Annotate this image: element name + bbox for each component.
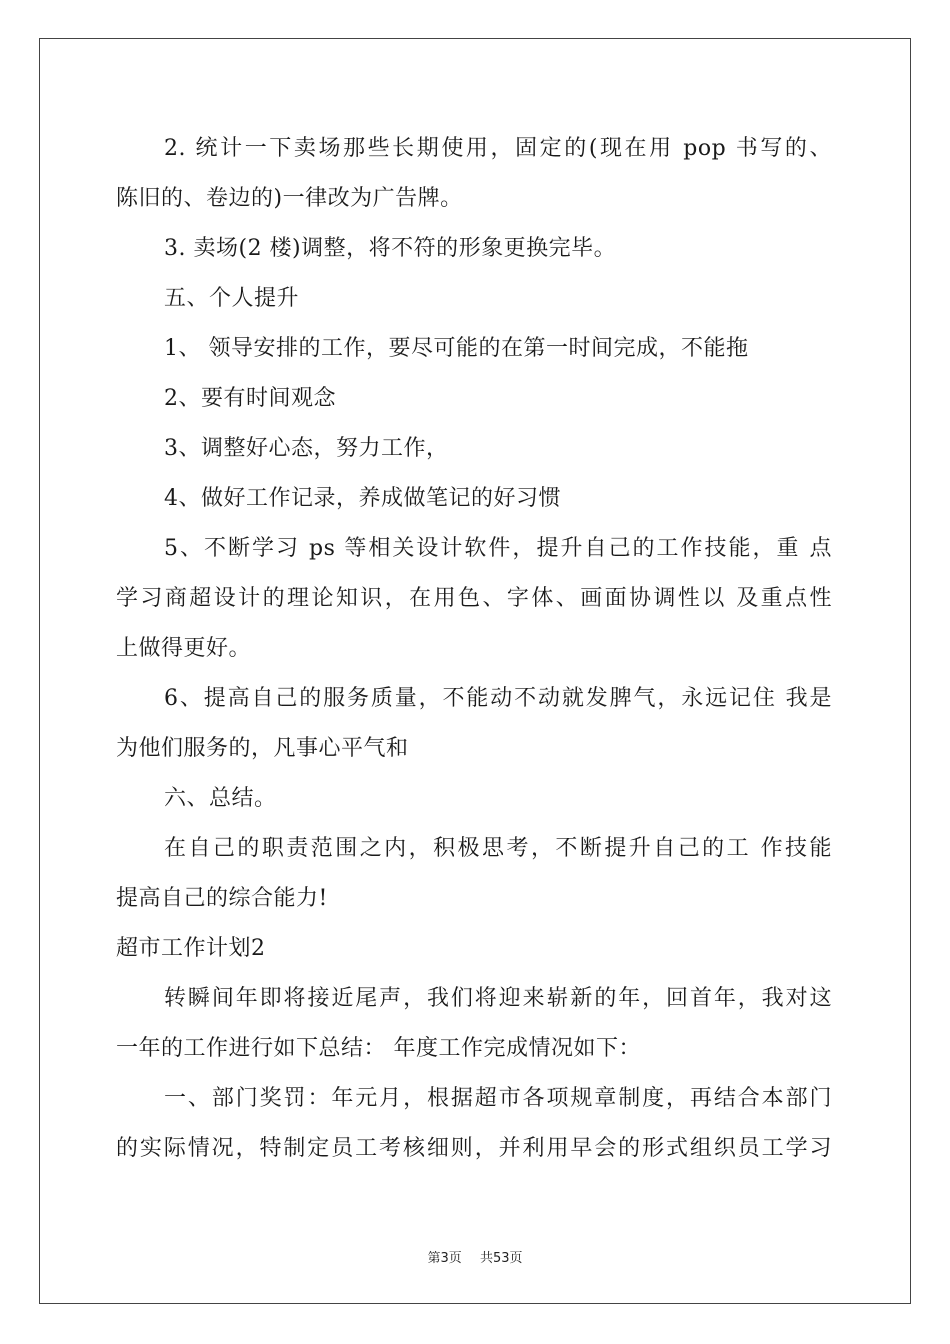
- section-heading: 六、总结。: [164, 786, 277, 811]
- paragraph-line: 上做得更好。: [116, 636, 252, 661]
- paragraph-line: 为他们服务的，凡事心平气和: [116, 736, 409, 761]
- list-item: 4、做好工作记录，养成做笔记的好习惯: [164, 486, 561, 511]
- paragraph-line: 提高自己的综合能力!: [116, 886, 328, 911]
- page-total: 共53页: [479, 1251, 523, 1266]
- paragraph-line: 一年的工作进行如下总结： 年度工作完成情况如下：: [116, 1036, 641, 1061]
- paragraph-line: 2. 统计一下卖场那些长期使用，固定的(现在用 pop 书写的、: [164, 136, 832, 161]
- page-number: 第3页: [427, 1251, 462, 1266]
- paragraph-line: 一、部门奖罚：年元月，根据超市各项规章制度，再结合本部门: [164, 1086, 832, 1111]
- paragraph-line: 陈旧的、卷边的)一律改为广告牌。: [116, 186, 463, 211]
- list-item: 6、提高自己的服务质量，不能动不动就发脾气，永远记住 我是: [164, 686, 832, 711]
- document-subtitle: 超市工作计划2: [116, 936, 266, 961]
- list-item: 5、不断学习 ps 等相关设计软件，提升自己的工作技能，重 点: [164, 536, 832, 561]
- paragraph-line: 转瞬间年即将接近尾声，我们将迎来崭新的年，回首年，我对这: [164, 986, 832, 1011]
- paragraph-line: 在自己的职责范围之内，积极思考，不断提升自己的工 作技能: [164, 836, 832, 861]
- paragraph-line: 的实际情况，特制定员工考核细则，并利用早会的形式组织员工学习: [116, 1136, 832, 1161]
- paragraph-line: 学习商超设计的理论知识，在用色、字体、画面协调性以 及重点性: [116, 586, 832, 611]
- list-item: 1、 领导安排的工作，要尽可能的在第一时间完成，不能拖: [164, 336, 749, 361]
- list-item: 2、要有时间观念: [164, 386, 336, 411]
- document-body: [116, 124, 832, 1174]
- list-item: 3、调整好心态，努力工作，: [164, 436, 449, 461]
- page-footer: [0, 1247, 950, 1266]
- paragraph-line: 3. 卖场(2 楼)调整，将不符的形象更换完毕。: [164, 236, 617, 261]
- section-heading: 五、个人提升: [164, 286, 300, 311]
